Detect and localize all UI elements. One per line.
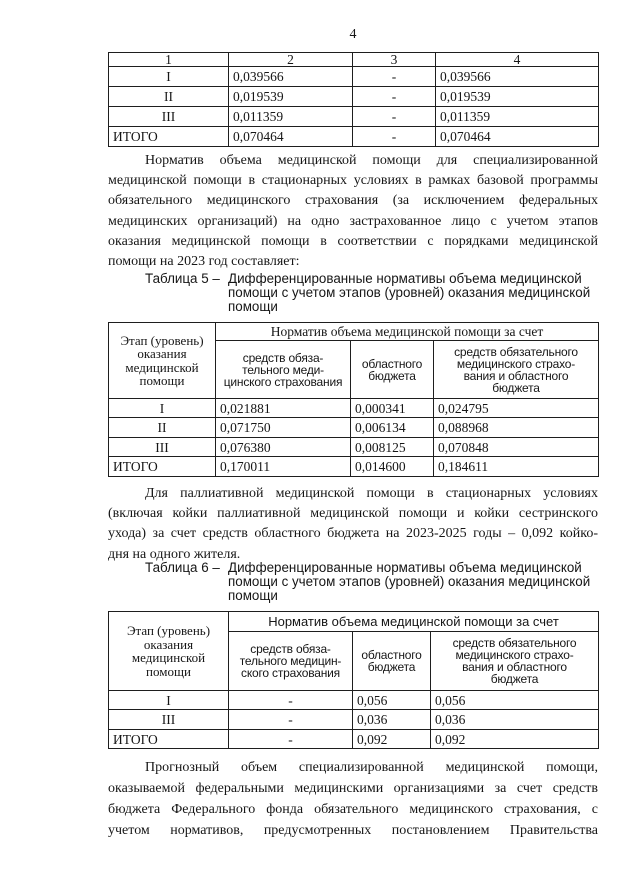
stage-column-header: Этап (уровень) оказания медицинской помощи [109, 323, 216, 399]
value-cell: 0,070464 [436, 127, 599, 147]
value-cell: 0,070848 [434, 438, 599, 457]
norm-group-header: Норматив объема медицинской помощи за счет [229, 612, 599, 632]
value-cell: 0,071750 [216, 418, 351, 438]
value-cell: - [229, 710, 353, 730]
combined-column-header: средств обязательного медицинского страхо- вания и областного бюджета [431, 632, 599, 691]
value-cell: 0,076380 [216, 438, 351, 457]
column-number: 3 [353, 53, 436, 67]
caption-line: помощи с учетом этапов (уровней) оказания медицинской [228, 285, 591, 300]
text-line: медицинских организаций) на одно застрахованное лицо с учетом этапов [108, 213, 598, 229]
oms-column-header: средств обяза- тельного медицин- ского страхования [229, 632, 353, 691]
total-label-cell: ИТОГО [109, 730, 229, 749]
value-cell: 0,019539 [436, 87, 599, 107]
column-number: 2 [229, 53, 353, 67]
text-line: ухода) за счет средств областного бюджета на 2023-2025 годы – 0,092 койко- [108, 526, 598, 542]
text-line: Для паллиативной медицинской помощи в стационарных условиях [145, 486, 598, 501]
table-header-row [109, 323, 599, 341]
stage-column-header: Этап (уровень) оказания медицинской помощи [109, 612, 229, 691]
column-number: 4 [436, 53, 599, 67]
caption-line: Дифференцированные нормативы объема медицинской [228, 271, 582, 286]
combined-column-header: средств обязательного медицинского страхо- вания и областного бюджета [434, 341, 599, 399]
stage-cell: I [109, 691, 229, 710]
column-number: 1 [109, 53, 229, 67]
value-cell: 0,024795 [434, 399, 599, 418]
text-line: (включая койки паллиативной медицинской помощи и койки сестринского [108, 506, 598, 522]
paragraph-palliative-norm [108, 484, 598, 565]
value-cell: 0,000341 [351, 399, 434, 418]
regional-budget-column-header: областного бюджета [353, 632, 431, 691]
table-row [109, 710, 599, 730]
stage-cell: III [109, 107, 229, 127]
table-row [109, 691, 599, 710]
table-header-row [109, 612, 599, 632]
text-line: бюджета Федерального фонда обязательного медицинского страхования, с [108, 802, 598, 817]
norm-group-header: Норматив объема медицинской помощи за счет [216, 323, 599, 341]
oms-column-header: средств обяза- тельного меди- цинского страхования [216, 341, 351, 399]
table-6-caption [145, 561, 598, 604]
total-label-cell: ИТОГО [109, 457, 216, 477]
regional-budget-column-header: областного бюджета [351, 341, 434, 399]
text-line: оказываемой федеральными медицинскими организациями за счет средств [108, 781, 598, 796]
value-cell: 0,056 [431, 691, 599, 710]
table-5 [108, 322, 599, 477]
value-cell: 0,014600 [351, 457, 434, 477]
stage-cell: II [109, 418, 216, 438]
value-cell: 0,070464 [229, 127, 353, 147]
table-row [109, 399, 599, 418]
stage-cell: I [109, 399, 216, 418]
value-cell: 0,019539 [229, 87, 353, 107]
stage-cell: III [109, 710, 229, 730]
text-line: дня на одного жителя. [108, 546, 241, 562]
stage-cell: II [109, 87, 229, 107]
value-cell: 0,021881 [216, 399, 351, 418]
value-cell: 0,008125 [351, 438, 434, 457]
table-continued [108, 52, 599, 147]
caption-line: Дифференцированные нормативы объема медицинской [228, 560, 582, 575]
table-header-row [109, 53, 599, 67]
paragraph-inpatient-norm [108, 151, 598, 272]
value-cell: - [353, 107, 436, 127]
value-cell: 0,036 [431, 710, 599, 730]
value-cell: 0,184611 [434, 457, 599, 477]
value-cell: 0,170011 [216, 457, 351, 477]
value-cell: - [353, 87, 436, 107]
value-cell: 0,011359 [436, 107, 599, 127]
table-5-caption-label: Таблица 5 – [145, 271, 220, 286]
text-line: оказания медицинской помощи в соответствии с порядками медицинской [108, 233, 598, 249]
table-row [109, 107, 599, 127]
table-6 [108, 611, 599, 749]
text-line: Норматив объема медицинской помощи для специализированной [145, 153, 598, 168]
table-5-caption-text [228, 272, 598, 314]
caption-line: помощи [228, 299, 278, 314]
page-number: 4 [349, 27, 357, 42]
total-label-cell: ИТОГО [109, 127, 229, 147]
value-cell: - [353, 127, 436, 147]
value-cell: - [353, 67, 436, 87]
table-total-row [109, 127, 599, 147]
table-row [109, 87, 599, 107]
text-line: учетом нормативов, предусмотренных постановлением Правительства [108, 823, 598, 838]
table-total-row [109, 730, 599, 749]
text-line: обязательного медицинского страхования (за исключением федеральных [108, 193, 598, 209]
value-cell: 0,036 [353, 710, 431, 730]
stage-cell: III [109, 438, 216, 457]
table-row [109, 438, 599, 457]
value-cell: 0,088968 [434, 418, 599, 438]
text-line: Прогнозный объем специализированной медицинской помощи, [145, 760, 598, 775]
value-cell: - [229, 691, 353, 710]
text-line: медицинской помощи в стационарных условиях в рамках базовой программы [108, 173, 598, 189]
table-row [109, 418, 599, 438]
caption-line: помощи [228, 588, 278, 603]
table-total-row [109, 457, 599, 477]
text-line: помощи на 2023 год составляет: [108, 253, 300, 269]
paragraph-federal-forecast [108, 757, 598, 841]
value-cell: 0,006134 [351, 418, 434, 438]
value-cell: 0,039566 [229, 67, 353, 87]
stage-cell: I [109, 67, 229, 87]
table-6-caption-label: Таблица 6 – [145, 560, 220, 575]
table-row [109, 67, 599, 87]
table-6-caption-text [228, 561, 598, 603]
value-cell: - [229, 730, 353, 749]
value-cell: 0,056 [353, 691, 431, 710]
caption-line: помощи с учетом этапов (уровней) оказания медицинской [228, 574, 591, 589]
value-cell: 0,092 [431, 730, 599, 749]
value-cell: 0,092 [353, 730, 431, 749]
value-cell: 0,011359 [229, 107, 353, 127]
table-5-caption [145, 272, 598, 315]
value-cell: 0,039566 [436, 67, 599, 87]
